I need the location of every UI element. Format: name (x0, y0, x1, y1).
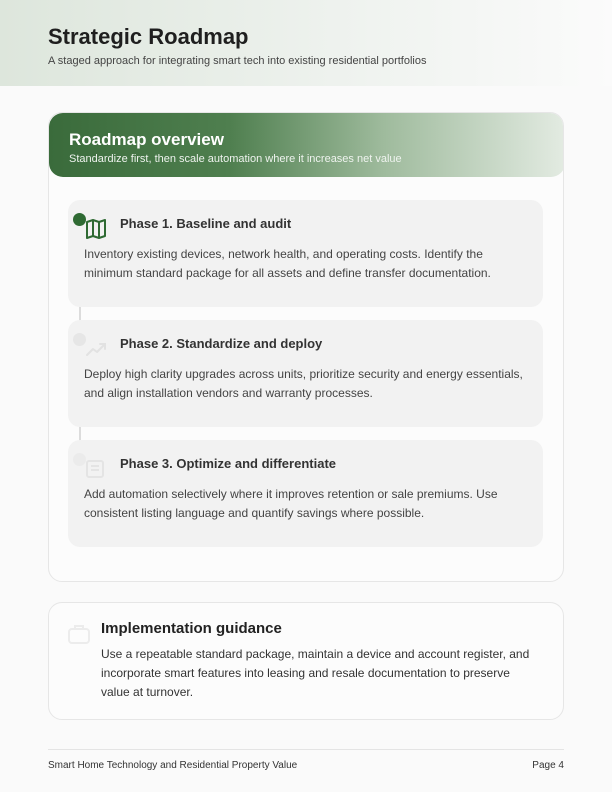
map-icon (84, 217, 108, 241)
footer-divider (48, 749, 564, 750)
roadmap-banner-subtitle: Standardize first, then scale automation where it increases net value (69, 153, 402, 165)
phase-description: Deploy high clarity upgrades across units, prioritize security and energy essentials, and align installation vendors and warranty processes. (84, 367, 523, 400)
phase-title: Phase 2. Standardize and deploy (120, 336, 323, 351)
page-subtitle: A staged approach for integrating smart tech into existing residential portfolios (48, 55, 427, 67)
footer-document-title: Smart Home Technology and Residential Property Value (48, 760, 298, 771)
footer-page-number: Page 4 (532, 760, 564, 771)
phase-card-3 (68, 440, 543, 547)
implementation-guidance-card (48, 602, 564, 720)
phase-title: Phase 3. Optimize and differentiate (120, 456, 336, 471)
trend-up-icon (84, 337, 108, 361)
page-header (0, 0, 612, 86)
roadmap-banner (49, 113, 564, 177)
guidance-body: Use a repeatable standard package, maintain a device and account register, and incorporate smart features into leasing and resale documentation to preserve value at turnover. (101, 647, 530, 699)
phase-card-1 (68, 200, 543, 307)
guidance-title: Implementation guidance (101, 620, 282, 637)
page-title: Strategic Roadmap (48, 24, 249, 49)
roadmap-banner-title: Roadmap overview (69, 130, 224, 149)
briefcase-icon (67, 623, 91, 645)
phase-card-2 (68, 320, 543, 427)
phase-description: Add automation selectively where it improves retention or sale premiums. Use consistent listing language and quantify savings where possible. (84, 487, 498, 520)
phase-description: Inventory existing devices, network health, and operating costs. Identify the minimum standard package for all assets and define transfer documentation. (84, 247, 491, 280)
document-icon (84, 457, 108, 481)
phase-title: Phase 1. Baseline and audit (120, 216, 292, 231)
